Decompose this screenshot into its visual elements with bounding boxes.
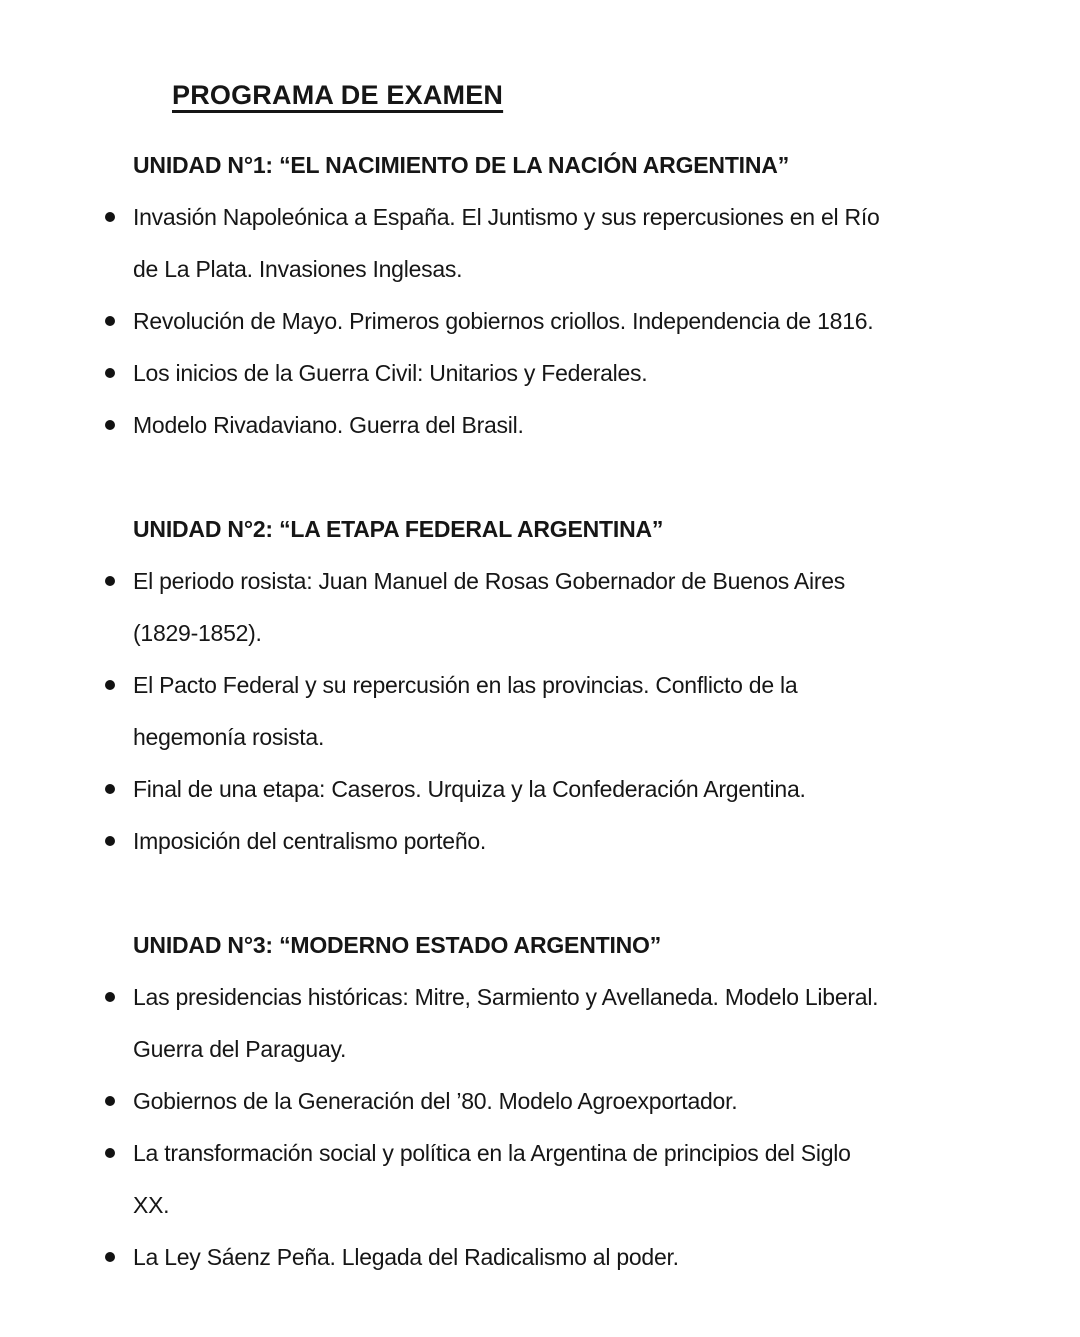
list-item <box>133 295 1080 347</box>
text-line: de La Plata. Invasiones Inglesas. <box>133 256 463 282</box>
list-item <box>133 555 1080 659</box>
list-item <box>133 659 1080 763</box>
bullet-icon <box>105 368 115 378</box>
text-line: Invasión Napoleónica a España. El Juntismo y sus repercusiones en el Río <box>133 204 880 230</box>
text-line: Modelo Rivadaviano. Guerra del Brasil. <box>133 412 524 438</box>
bullet-icon <box>105 992 115 1002</box>
list-item <box>133 399 1080 451</box>
bullet-icon <box>105 680 115 690</box>
section-heading-unidad-3: UNIDAD N°3: “MODERNO ESTADO ARGENTINO” <box>133 932 662 958</box>
section-heading-unidad-1: UNIDAD N°1: “EL NACIMIENTO DE LA NACIÓN ARGENTINA” <box>133 152 789 178</box>
section-unidad-3 <box>0 919 1080 1283</box>
bullet-icon <box>105 576 115 586</box>
text-line: Final de una etapa: Caseros. Urquiza y la Confederación Argentina. <box>133 776 806 802</box>
bullet-icon <box>105 784 115 794</box>
bullet-icon <box>105 316 115 326</box>
text-line: (1829-1852). <box>133 620 262 646</box>
section-heading-unidad-2: UNIDAD N°2: “LA ETAPA FEDERAL ARGENTINA” <box>133 516 664 542</box>
bullet-icon <box>105 212 115 222</box>
document-title <box>172 0 1080 121</box>
text-line: El Pacto Federal y su repercusión en las provincias. Conflicto de la <box>133 672 798 698</box>
section-unidad-2 <box>0 503 1080 867</box>
list-item <box>133 191 1080 295</box>
section-unidad-1 <box>0 139 1080 451</box>
text-line: Revolución de Mayo. Primeros gobiernos criollos. Independencia de 1816. <box>133 308 874 334</box>
bullet-list-unidad-1 <box>0 191 1080 451</box>
list-item <box>133 1231 1080 1283</box>
list-item <box>133 763 1080 815</box>
text-line: Imposición del centralismo porteño. <box>133 828 487 854</box>
text-line: hegemonía rosista. <box>133 724 325 750</box>
list-item <box>133 815 1080 867</box>
bullet-icon <box>105 836 115 846</box>
text-line: XX. <box>133 1192 170 1218</box>
bullet-icon <box>105 420 115 430</box>
bullet-icon <box>105 1252 115 1262</box>
text-line: Los inicios de la Guerra Civil: Unitarios y Federales. <box>133 360 648 386</box>
text-line: Guerra del Paraguay. <box>133 1036 347 1062</box>
list-item <box>133 1075 1080 1127</box>
list-item <box>133 347 1080 399</box>
bullet-icon <box>105 1148 115 1158</box>
list-item <box>133 1127 1080 1231</box>
bullet-list-unidad-2 <box>0 555 1080 867</box>
text-line: Gobiernos de la Generación del ’80. Modelo Agroexportador. <box>133 1088 738 1114</box>
text-line: Las presidencias históricas: Mitre, Sarmiento y Avellaneda. Modelo Liberal. <box>133 984 879 1010</box>
text-line: La Ley Sáenz Peña. Llegada del Radicalismo al poder. <box>133 1244 679 1270</box>
document-title-text: PROGRAMA DE EXAMEN <box>172 80 504 110</box>
bullet-icon <box>105 1096 115 1106</box>
bullet-list-unidad-3 <box>0 971 1080 1283</box>
list-item <box>133 971 1080 1075</box>
text-line: La transformación social y política en la Argentina de principios del Siglo <box>133 1140 851 1166</box>
text-line: El periodo rosista: Juan Manuel de Rosas Gobernador de Buenos Aires <box>133 568 846 594</box>
